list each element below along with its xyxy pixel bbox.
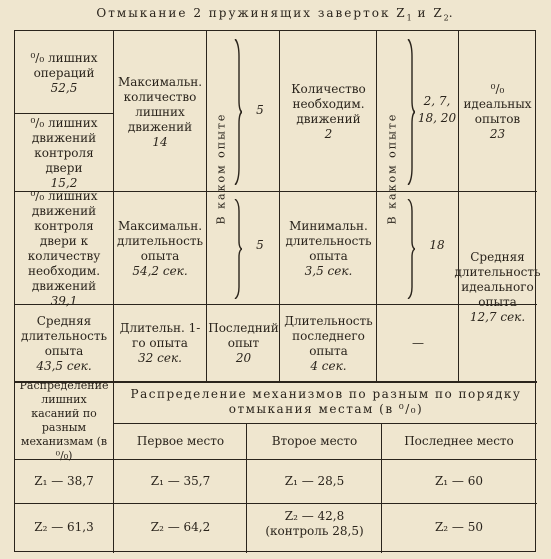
- in-which-trial-label: В каком опыте: [385, 112, 399, 224]
- trial-number: 5: [256, 238, 264, 252]
- brace-icon: [407, 39, 415, 185]
- ideal-trials-cell: ⁰/₀ идеальных опытов 23: [463, 82, 532, 141]
- distribution-header: Распределение механизмов по разным по порядку отмыкания местам (в ⁰/₀): [130, 387, 522, 416]
- last-trial-duration-cell: Длительность последнего опыта 4 сек.: [284, 313, 373, 373]
- table-cell: Z₁ — 35,7: [150, 474, 211, 488]
- max-extra-moves-cell: Максимальн. количество лишних движений 14: [117, 74, 203, 149]
- extra-operations-cell: ⁰/₀ лишних операций 52,5: [30, 50, 98, 95]
- empty-dash-cell: —: [412, 336, 424, 350]
- grid-line: [15, 503, 537, 504]
- first-trial-duration-cell: Длительн. 1-го опыта 32 сек.: [119, 321, 201, 365]
- page-title: Отмыкание 2 пружинящих заверток $Z_1$ и $Z_2$.: [96, 6, 455, 23]
- ideal-mean-duration-cell: Средняя длительность идеального опыта 12,7 сек.: [454, 249, 541, 324]
- trial-number: 5: [256, 103, 264, 117]
- data-table: [14, 30, 541, 552]
- table-cell: Z₂ — 61,3: [34, 520, 94, 534]
- trial-numbers: 2, 7, 18, 20: [417, 94, 457, 125]
- mean-duration-cell: Средняя длительность опыта 43,5 сек.: [20, 313, 108, 373]
- extra-control-ratio-cell: ⁰/₀ лишних движений контроля двери к количеству необходим. движений 39,1: [27, 188, 101, 308]
- last-trial-cell: Последний опыт 20: [208, 321, 279, 365]
- needed-moves-cell: Количество необходим. движений 2: [291, 82, 366, 141]
- max-duration-cell: Максимальн. длительность опыта 54,2 сек.: [116, 218, 204, 278]
- brace-icon: [234, 39, 242, 185]
- grid-line: [113, 423, 537, 424]
- table-cell: Z₂ — 64,2: [150, 520, 211, 534]
- table-cell: Z₂ — 42,8 (контроль 28,5): [265, 509, 364, 538]
- brace-icon: [407, 199, 415, 299]
- trial-number: 18: [429, 238, 445, 252]
- first-place-header: Первое место: [136, 434, 225, 448]
- min-duration-cell: Минимальн. длительность опыта 3,5 сек.: [285, 218, 372, 278]
- table-cell: Z₁ — 60: [434, 474, 484, 488]
- touches-by-mechanism-header: Распределение лишних касаний по разным механизмам (в ⁰/₀): [19, 379, 109, 462]
- table-cell: Z₁ — 28,5: [284, 474, 345, 488]
- last-place-header: Последнее место: [404, 434, 514, 448]
- brace-icon: [234, 199, 242, 299]
- extra-door-control-cell: ⁰/₀ лишних движений контроля двери 15,2: [30, 115, 98, 190]
- second-place-header: Второе место: [271, 434, 358, 448]
- table-cell: Z₂ — 50: [434, 520, 484, 534]
- table-cell: Z₁ — 38,7: [34, 474, 94, 488]
- in-which-trial-label: В каком опыте: [214, 112, 228, 224]
